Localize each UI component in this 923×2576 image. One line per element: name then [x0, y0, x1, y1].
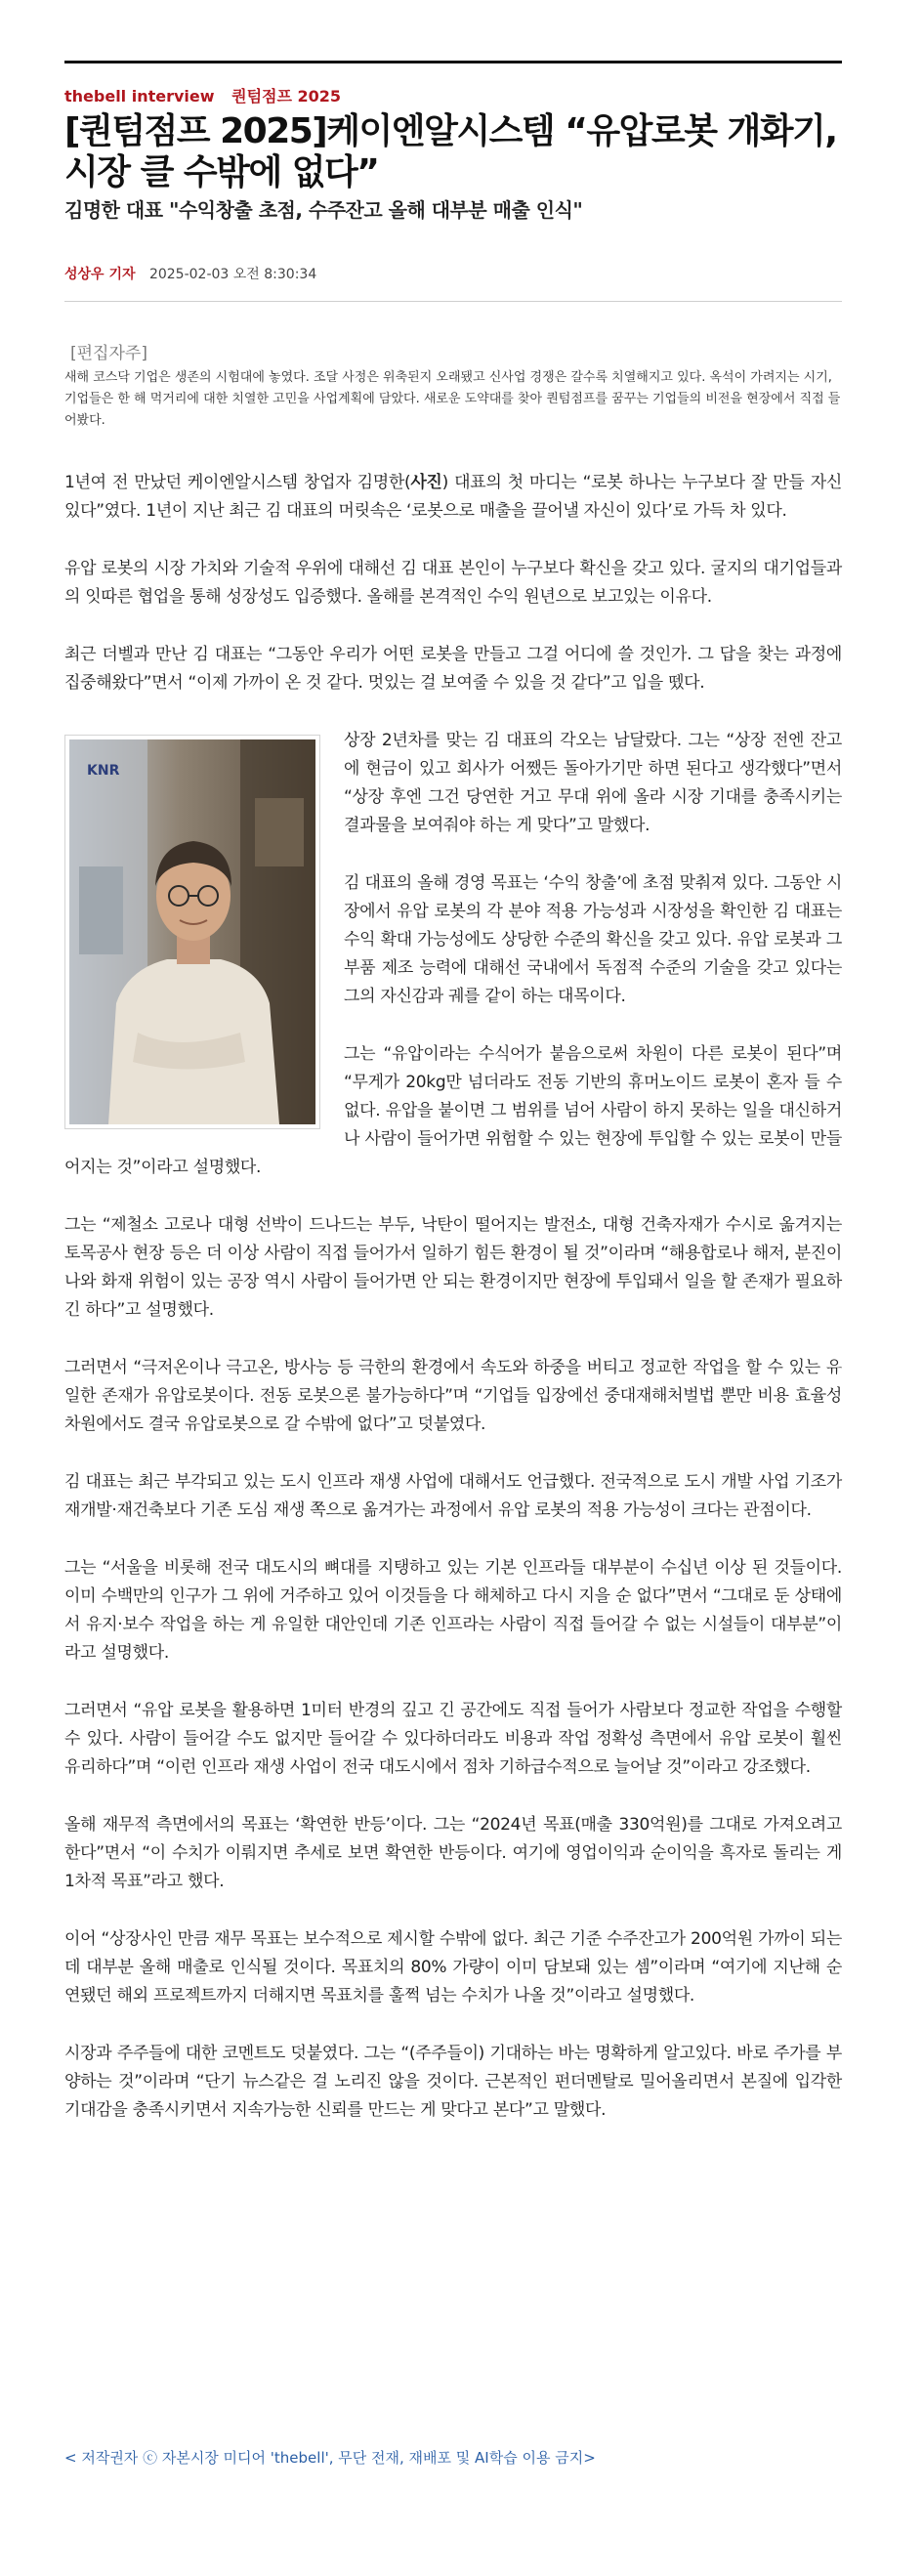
section-brand-link[interactable]: thebell interview [64, 87, 215, 106]
ceo-portrait-image [69, 739, 315, 1124]
body-paragraph: 그러면서 “유압 로봇을 활용하면 1미터 반경의 깊고 긴 공간에도 직접 들어가 사람보다 정교한 작업을 수행할 수 있다. 사람이 들어갈 수도 없지만 들어갈 수 있다하더라도 비용과 작업 정확성 측면에서 유압 로봇이 훨씬 유리하다”며 “이런 인프라 재생 사업이 전국 대도시에서 점차 기하급수적으로 늘어날 것”이라고 강조했다. [64, 1701, 842, 1777]
series-tag-link[interactable]: 퀀텀점프 2025 [231, 87, 342, 106]
body-text-span: ) 대표의 첫 마디는 “로봇 하나는 누구보다 잘 만들 자신 있다”였다. 1년이 지난 최근 김 대표의 머릿속은 ‘로봇으로 매출을 끌어낼 자신이 있다’로 가득 차 있다. [64, 473, 843, 521]
byline-divider [64, 301, 842, 302]
article-headline: [퀀텀점프 2025]케이엔알시스템 “유압로봇 개화기, 시장 클 수밖에 없다” [64, 111, 837, 192]
author-name[interactable]: 성상우 기자 [64, 267, 136, 282]
copyright-notice: < 저작권자 ⓒ 자본시장 미디어 'thebell', 무단 전재, 재배포 및 AI학습 이용 금지> [64, 2449, 596, 2467]
kicker [64, 84, 341, 106]
article-subheadline: 김명한 대표 "수익창출 초점, 수주잔고 올해 대부분 매출 인식" [64, 198, 583, 222]
body-paragraph: 올해 재무적 측면에서의 목표는 ‘확연한 반등’이다. 그는 “2024년 목표(매출 330억원)를 그대로 가져오려고 한다”면서 “이 수치가 이뤄지면 추세로 보면 확연한 반등이다. 여기에 영업이익과 순이익을 흑자로 돌리는 게 1차적 목표”라고 했다. [64, 1815, 842, 1891]
body-paragraph [64, 469, 842, 526]
body-paragraph: 그는 “서울을 비롯해 전국 대도시의 뼈대를 지탱하고 있는 기본 인프라들 대부분이 수십년 이상 된 것들이다. 이미 수백만의 인구가 그 위에 거주하고 있어 이것들을 다 해체하고 다시 지을 순 없다”면서 “그대로 둔 상태에서 유지·보수 작업을 하는 게 유일한 대안인데 기존 인프라는 사람이 직접 들어갈 수 없는 시설들이 대부분”이라고 설명했다. [64, 1558, 842, 1663]
photo-reference: 사진 [410, 473, 442, 492]
article-body [64, 469, 842, 2154]
body-text-span: 1년여 전 만났던 케이엔알시스템 창업자 김명한( [64, 473, 411, 492]
editor-note-label: [편집자주] [70, 344, 147, 363]
editor-note-text: 새해 코스닥 기업은 생존의 시험대에 놓였다. 조달 사정은 위축된지 오래됐고 신사업 경쟁은 갈수록 치열해지고 있다. 옥석이 가려지는 시기, 기업들은 한 해 먹거리에 대한 치열한 고민을 사업계획에 담았다. 새로운 도약대를 찾아 퀀텀점프를 꿈꾸는 기업들의 비전을 현장에서 직접 들어봤다. [64, 370, 841, 428]
body-paragraph: 시장과 주주들에 대한 코멘트도 덧붙였다. 그는 “(주주들이) 기대하는 바는 명확하게 알고있다. 바로 주가를 부양하는 것”이라며 “단기 뉴스같은 걸 노리진 않을 것이다. 근본적인 펀더멘탈로 밀어올리면서 본질에 입각한 기대감을 충족시키면서 지속가능한 신뢰를 만드는 게 맞다고 본다”고 말했다. [64, 2044, 842, 2120]
body-paragraph: 유압 로봇의 시장 가치와 기술적 우위에 대해선 김 대표 본인이 누구보다 확신을 갖고 있다. 굴지의 대기업들과의 잇따른 협업을 통해 성장성도 입증했다. 올해를 본격적인 수익 원년으로 보고있는 이유다. [64, 559, 842, 607]
knr-logo: KNR [87, 763, 120, 779]
body-paragraph: 그는 “유압이라는 수식어가 붙음으로써 차원이 다른 로봇이 된다”며 “무게가 20kg만 넘더라도 전동 기반의 휴머노이드 로봇이 혼자 들 수 없다. 유압을 붙이면 그 범위를 넘어 사람이 하지 못하는 일을 대신하거나 사람이 들어가면 위험할 수 있는 현장에 투입할 수 있는 로봇이 만들어지는 것”이라고 설명했다. [64, 1044, 842, 1177]
body-paragraph: 그러면서 “극저온이나 극고온, 방사능 등 극한의 환경에서 속도와 하중을 버티고 정교한 작업을 할 수 있는 유일한 존재가 유압로봇이다. 전동 로봇으론 불가능하다”며 “기업들 입장에선 중대재해처벌법 뿐만 비용 효율성 차원에서도 결국 유압로봇으로 갈 수밖에 없다”고 덧붙였다. [64, 1358, 842, 1434]
publish-datetime: 2025-02-03 오전 8:30:34 [148, 267, 317, 282]
ceo-photo [64, 735, 320, 1129]
body-paragraph: 김 대표의 올해 경영 목표는 ‘수익 창출’에 초점 맞춰져 있다. 그동안 시장에서 유압 로봇의 각 분야 적용 가능성과 시장성을 확인한 김 대표는 수익 확대 가능성에도 상당한 수준의 확신을 갖고 있다. 유압 로봇과 그 부품 제조 능력에 대해선 국내에서 독점적 수준의 기술을 갖고 있다는 그의 자신감과 궤를 같이 하는 대목이다. [344, 873, 842, 1006]
body-paragraph: 이어 “상장사인 만큼 재무 목표는 보수적으로 제시할 수밖에 없다. 최근 기준 수주잔고가 200억원 가까이 되는 데 대부분 올해 매출로 인식될 것이다. 목표치의 80% 가량이 이미 담보돼 있는 셈”이라며 “여기에 지난해 순연됐던 해외 프로젝트까지 더해지면 목표치를 훌쩍 넘는 수치가 나올 것”이라고 설명했다. [64, 1929, 842, 2006]
body-paragraph: 상장 2년차를 맞는 김 대표의 각오는 남달랐다. 그는 “상장 전엔 잔고에 현금이 있고 회사가 어쨌든 돌아가기만 하면 된다고 생각했다”면서 “상장 후엔 그건 당연한 거고 무대 위에 올라 시장 기대를 충족시키는 결과물을 보여줘야 하는 게 맞다”고 말했다. [344, 731, 842, 835]
body-paragraph: 김 대표는 최근 부각되고 있는 도시 인프라 재생 사업에 대해서도 언급했다. 전국적으로 도시 개발 사업 기조가 재개발·재건축보다 기존 도심 재생 쪽으로 옮겨가는 과정에서 유압 로봇의 적용 가능성이 크다는 관점이다. [64, 1472, 842, 1520]
header-rule [64, 61, 842, 63]
body-paragraph: 최근 더벨과 만난 김 대표는 “그동안 우리가 어떤 로봇을 만들고 그걸 어디에 쓸 것인가. 그 답을 찾는 과정에 집중해왔다”면서 “이제 가까이 온 것 같다. 멋있는 걸 보여줄 수 있을 것 같다”고 입을 뗐다. [64, 645, 842, 693]
body-paragraph: 그는 “제철소 고로나 대형 선박이 드나드는 부두, 낙탄이 떨어지는 발전소, 대형 건축자재가 수시로 옮겨지는 토목공사 현장 등은 더 이상 사람이 직접 들어가서 일하기 힘든 환경이 될 것”이라며 “해용합로나 해저, 분진이 나와 화재 위험이 있는 공장 역시 사람이 들어가면 안 되는 환경이지만 현장에 투입돼서 일을 할 존재가 필요하긴 하다”고 설명했다. [64, 1215, 842, 1320]
byline [64, 264, 316, 283]
